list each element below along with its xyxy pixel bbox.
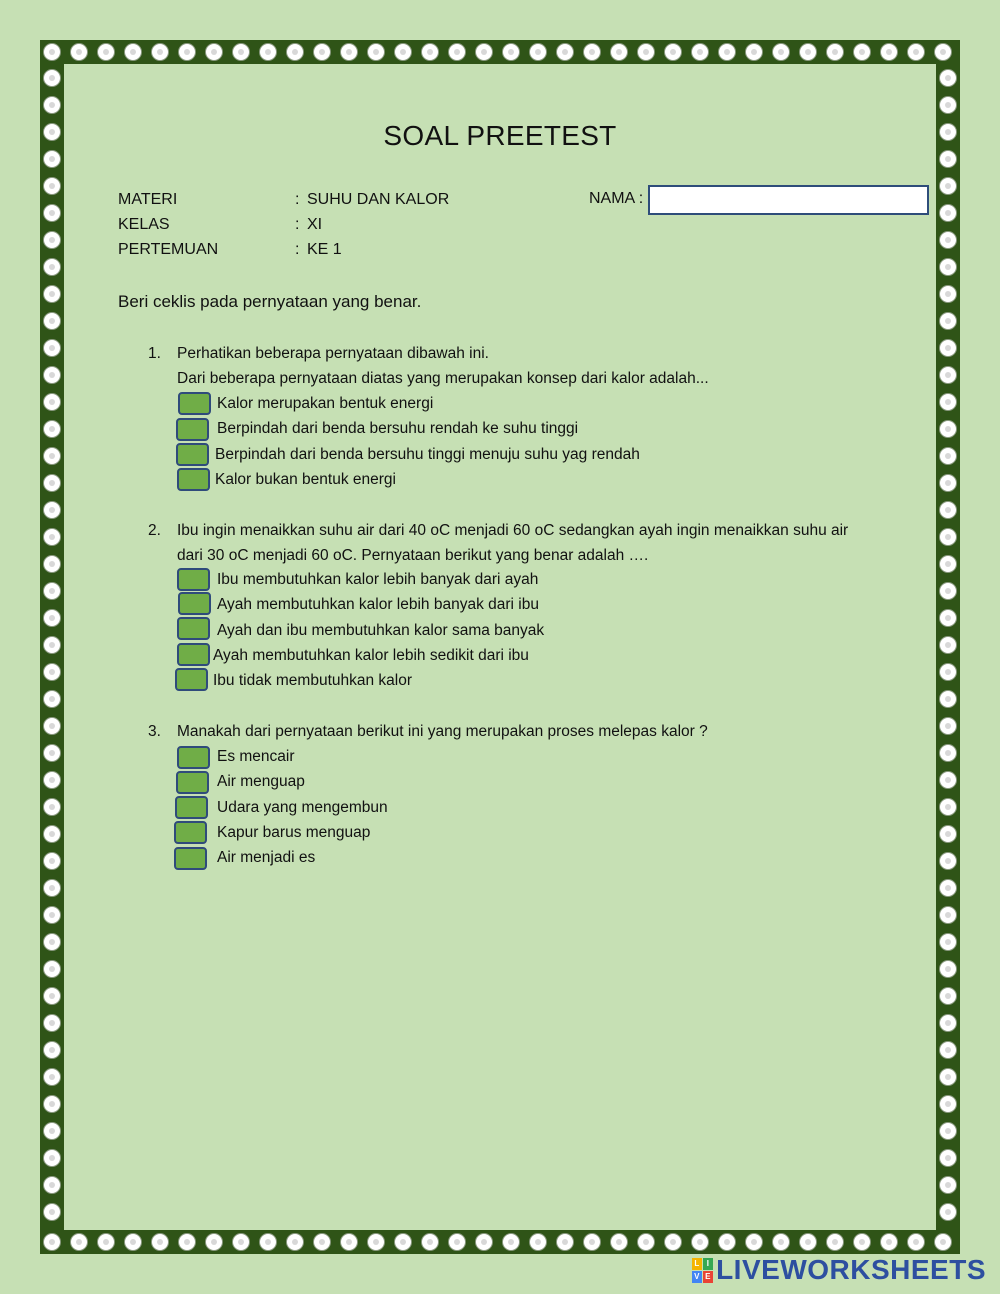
flower-ornament xyxy=(43,852,61,870)
option-label: Udara yang mengembun xyxy=(217,799,388,816)
option-label: Air menjadi es xyxy=(217,849,316,866)
flower-ornament xyxy=(43,393,61,411)
flower-ornament xyxy=(367,1233,385,1251)
flower-ornament xyxy=(43,717,61,735)
question-text: dari 30 oC menjadi 60 oC. Pernyataan berikut yang benar adalah …. xyxy=(177,547,649,564)
flower-ornament xyxy=(939,96,957,114)
flower-ornament xyxy=(637,43,655,61)
flower-ornament xyxy=(43,609,61,627)
flower-ornament xyxy=(394,43,412,61)
meta-colon: : xyxy=(295,241,300,258)
flower-ornament xyxy=(313,1233,331,1251)
flower-ornament xyxy=(124,1233,142,1251)
flower-ornament xyxy=(394,1233,412,1251)
answer-checkbox[interactable] xyxy=(177,617,210,640)
flower-ornament xyxy=(43,231,61,249)
flower-ornament xyxy=(939,906,957,924)
flower-ornament xyxy=(826,1233,844,1251)
border-flowers-right xyxy=(939,69,957,1221)
flower-ornament xyxy=(939,852,957,870)
brand-logo-icon xyxy=(692,1258,713,1283)
flower-ornament xyxy=(43,960,61,978)
flower-ornament xyxy=(939,258,957,276)
flower-ornament xyxy=(939,717,957,735)
flower-ornament xyxy=(70,1233,88,1251)
page-title: SOAL PREETEST xyxy=(383,120,617,151)
question-number: 1. xyxy=(148,345,161,362)
answer-checkbox[interactable] xyxy=(174,847,207,870)
flower-ornament xyxy=(340,43,358,61)
flower-ornament xyxy=(939,1068,957,1086)
flower-ornament xyxy=(43,582,61,600)
flower-ornament xyxy=(939,447,957,465)
flower-ornament xyxy=(43,1149,61,1167)
name-label: NAMA : xyxy=(589,190,644,207)
flower-ornament xyxy=(939,231,957,249)
flower-ornament xyxy=(43,312,61,330)
flower-ornament xyxy=(939,771,957,789)
flower-ornament xyxy=(43,1068,61,1086)
flower-ornament xyxy=(907,43,925,61)
flower-ornament xyxy=(97,43,115,61)
flower-ornament xyxy=(718,43,736,61)
flower-ornament xyxy=(664,43,682,61)
flower-ornament xyxy=(259,1233,277,1251)
flower-ornament xyxy=(340,1233,358,1251)
option-label: Kalor bukan bentuk energi xyxy=(215,471,396,488)
flower-ornament xyxy=(421,1233,439,1251)
option-label: Berpindah dari benda bersuhu tinggi menuju suhu yag rendah xyxy=(215,446,640,463)
flower-ornament xyxy=(205,43,223,61)
flower-ornament xyxy=(421,43,439,61)
flower-ornament xyxy=(43,474,61,492)
flower-ornament xyxy=(178,43,196,61)
flower-ornament xyxy=(97,1233,115,1251)
flower-ornament xyxy=(939,690,957,708)
option-label: Kapur barus menguap xyxy=(217,824,371,841)
flower-ornament xyxy=(43,69,61,87)
brand-logo-letter: V xyxy=(692,1271,702,1283)
brand-text: LIVEWORKSHEETS xyxy=(716,1254,986,1285)
flower-ornament xyxy=(529,1233,547,1251)
meta-label: KELAS xyxy=(118,216,170,233)
flower-ornament xyxy=(43,258,61,276)
flower-ornament xyxy=(939,1149,957,1167)
flower-ornament xyxy=(43,177,61,195)
flower-ornament xyxy=(556,1233,574,1251)
flower-ornament xyxy=(939,1176,957,1194)
flower-ornament xyxy=(939,1014,957,1032)
flower-ornament xyxy=(939,339,957,357)
flower-ornament xyxy=(43,690,61,708)
meta-value: SUHU DAN KALOR xyxy=(307,191,450,208)
flower-ornament xyxy=(259,43,277,61)
flower-ornament xyxy=(939,987,957,1005)
answer-checkbox[interactable] xyxy=(177,568,210,591)
border-flowers-left xyxy=(43,69,61,1221)
flower-ornament xyxy=(939,393,957,411)
flower-ornament xyxy=(151,1233,169,1251)
flower-ornament xyxy=(43,1122,61,1140)
question-text: Perhatikan beberapa pernyataan dibawah ini. xyxy=(177,345,489,362)
flower-ornament xyxy=(691,43,709,61)
flower-ornament xyxy=(124,43,142,61)
option-label: Ayah dan ibu membutuhkan kalor sama banyak xyxy=(217,622,545,639)
brand-logo-letter: E xyxy=(703,1271,713,1283)
flower-ornament xyxy=(43,1233,61,1251)
flower-ornament xyxy=(178,1233,196,1251)
flower-ornament xyxy=(610,43,628,61)
answer-checkbox[interactable] xyxy=(178,592,211,615)
flower-ornament xyxy=(43,555,61,573)
flower-ornament xyxy=(853,43,871,61)
flower-ornament xyxy=(934,43,952,61)
flower-ornament xyxy=(43,663,61,681)
name-input[interactable] xyxy=(648,185,929,215)
flower-ornament xyxy=(939,312,957,330)
flower-ornament xyxy=(43,744,61,762)
flower-ornament xyxy=(43,285,61,303)
flower-ornament xyxy=(939,582,957,600)
flower-ornament xyxy=(939,798,957,816)
flower-ornament xyxy=(939,150,957,168)
answer-checkbox[interactable] xyxy=(176,771,209,794)
flower-ornament xyxy=(939,555,957,573)
flower-ornament xyxy=(691,1233,709,1251)
flower-ornament xyxy=(939,960,957,978)
flower-ornament xyxy=(939,636,957,654)
flower-ornament xyxy=(745,1233,763,1251)
flower-ornament xyxy=(232,1233,250,1251)
flower-ornament xyxy=(799,43,817,61)
flower-ornament xyxy=(367,43,385,61)
flower-ornament xyxy=(556,43,574,61)
flower-ornament xyxy=(43,204,61,222)
flower-ornament xyxy=(475,1233,493,1251)
flower-ornament xyxy=(939,663,957,681)
flower-ornament xyxy=(664,1233,682,1251)
answer-checkbox[interactable] xyxy=(174,821,207,844)
flower-ornament xyxy=(502,1233,520,1251)
flower-ornament xyxy=(43,636,61,654)
meta-label: MATERI xyxy=(118,191,178,208)
flower-ornament xyxy=(880,43,898,61)
flower-ornament xyxy=(43,447,61,465)
flower-ornament xyxy=(939,825,957,843)
flower-ornament xyxy=(286,1233,304,1251)
flower-ornament xyxy=(939,879,957,897)
flower-ornament xyxy=(43,933,61,951)
flower-ornament xyxy=(939,366,957,384)
flower-ornament xyxy=(610,1233,628,1251)
flower-ornament xyxy=(43,1041,61,1059)
flower-ornament xyxy=(637,1233,655,1251)
meta-colon: : xyxy=(295,191,300,208)
option-label: Es mencair xyxy=(217,748,295,765)
flower-ornament xyxy=(939,204,957,222)
flower-ornament xyxy=(939,1203,957,1221)
flower-ornament xyxy=(939,501,957,519)
option-label: Ayah membutuhkan kalor lebih sedikit dari ibu xyxy=(213,647,529,664)
option-label: Kalor merupakan bentuk energi xyxy=(217,395,434,412)
flower-ornament xyxy=(205,1233,223,1251)
flower-ornament xyxy=(70,43,88,61)
flower-ornament xyxy=(583,43,601,61)
flower-ornament xyxy=(151,43,169,61)
meta-value: KE 1 xyxy=(307,241,342,258)
flower-ornament xyxy=(826,43,844,61)
flower-ornament xyxy=(772,43,790,61)
flower-ornament xyxy=(745,43,763,61)
meta-label: PERTEMUAN xyxy=(118,241,219,258)
flower-ornament xyxy=(475,43,493,61)
flower-ornament xyxy=(313,43,331,61)
flower-ornament xyxy=(43,1095,61,1113)
flower-ornament xyxy=(939,744,957,762)
meta-colon: : xyxy=(295,216,300,233)
question-text: Dari beberapa pernyataan diatas yang merupakan konsep dari kalor adalah... xyxy=(177,370,709,387)
flower-ornament xyxy=(43,798,61,816)
flower-ornament xyxy=(43,1203,61,1221)
brand-logo-letter: L xyxy=(692,1258,702,1270)
flower-ornament xyxy=(43,771,61,789)
flower-ornament xyxy=(43,528,61,546)
flower-ornament xyxy=(43,43,61,61)
flower-ornament xyxy=(939,285,957,303)
flower-ornament xyxy=(939,609,957,627)
answer-checkbox[interactable] xyxy=(176,418,209,441)
meta-value: XI xyxy=(307,216,323,233)
flower-ornament xyxy=(939,1095,957,1113)
flower-ornament xyxy=(939,1041,957,1059)
flower-ornament xyxy=(448,43,466,61)
flower-ornament xyxy=(43,96,61,114)
flower-ornament xyxy=(43,366,61,384)
option-label: Ibu membutuhkan kalor lebih banyak dari ayah xyxy=(217,571,539,588)
flower-ornament xyxy=(43,339,61,357)
answer-checkbox[interactable] xyxy=(175,796,208,819)
border-flowers-top xyxy=(43,43,952,61)
flower-ornament xyxy=(43,1176,61,1194)
answer-checkbox[interactable] xyxy=(177,468,210,491)
answer-checkbox[interactable] xyxy=(176,443,209,466)
flower-ornament xyxy=(939,177,957,195)
instruction: Beri ceklis pada pernyataan yang benar. xyxy=(118,292,422,311)
option-label: Berpindah dari benda bersuhu rendah ke suhu tinggi xyxy=(217,420,579,437)
option-label: Ayah membutuhkan kalor lebih banyak dari ibu xyxy=(217,596,539,613)
flower-ornament xyxy=(853,1233,871,1251)
flower-ornament xyxy=(934,1233,952,1251)
flower-ornament xyxy=(718,1233,736,1251)
flower-ornament xyxy=(43,420,61,438)
flower-ornament xyxy=(286,43,304,61)
flower-ornament xyxy=(232,43,250,61)
answer-checkbox[interactable] xyxy=(177,643,210,666)
brand-logo-letter: I xyxy=(703,1258,713,1270)
flower-ornament xyxy=(939,528,957,546)
question-number: 2. xyxy=(148,522,161,539)
flower-ornament xyxy=(939,1122,957,1140)
question-text: Manakah dari pernyataan berikut ini yang merupakan proses melepas kalor ? xyxy=(177,723,708,740)
flower-ornament xyxy=(939,69,957,87)
answer-checkbox[interactable] xyxy=(177,746,210,769)
flower-ornament xyxy=(43,906,61,924)
flower-ornament xyxy=(799,1233,817,1251)
flower-ornament xyxy=(448,1233,466,1251)
flower-ornament xyxy=(43,987,61,1005)
answer-checkbox[interactable] xyxy=(175,668,208,691)
flower-ornament xyxy=(939,420,957,438)
question-text: Ibu ingin menaikkan suhu air dari 40 oC menjadi 60 oC sedangkan ayah ingin menaikkan suhu air xyxy=(177,522,849,539)
option-label: Ibu tidak membutuhkan kalor xyxy=(213,672,413,689)
flower-ornament xyxy=(43,150,61,168)
flower-ornament xyxy=(43,501,61,519)
flower-ornament xyxy=(583,1233,601,1251)
flower-ornament xyxy=(939,933,957,951)
flower-ornament xyxy=(43,1014,61,1032)
border-flowers-bottom xyxy=(43,1233,952,1251)
flower-ornament xyxy=(43,879,61,897)
flower-ornament xyxy=(939,474,957,492)
flower-ornament xyxy=(907,1233,925,1251)
flower-ornament xyxy=(43,825,61,843)
flower-ornament xyxy=(772,1233,790,1251)
option-label: Air menguap xyxy=(217,773,305,790)
liveworksheets-logo xyxy=(692,1254,986,1286)
question-number: 3. xyxy=(148,723,161,740)
flower-ornament xyxy=(529,43,547,61)
answer-checkbox[interactable] xyxy=(178,392,211,415)
flower-ornament xyxy=(880,1233,898,1251)
flower-ornament xyxy=(502,43,520,61)
